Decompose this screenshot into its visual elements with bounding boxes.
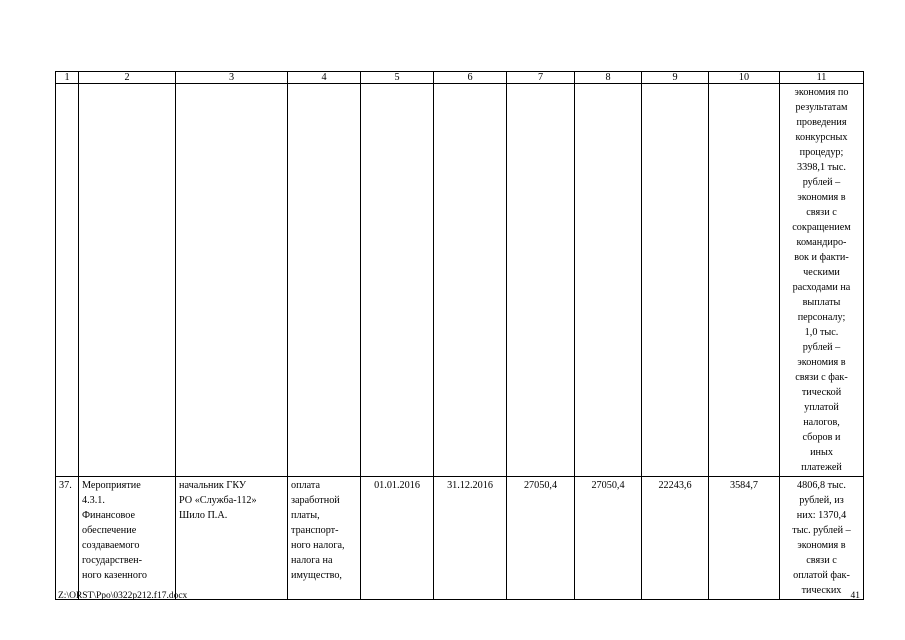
- amount-cell: 27050,4: [575, 477, 642, 600]
- measure-cell: Мероприятие 4.3.1. Финансовое обеспечение создаваемого государствен- ного казенного: [79, 477, 176, 600]
- table-cell: [79, 84, 176, 477]
- row-number-cell: 37.: [56, 477, 79, 600]
- table-cell: [434, 84, 507, 477]
- table-cell: [709, 84, 780, 477]
- page-number: 41: [850, 591, 860, 601]
- column-header: 3: [176, 72, 288, 84]
- table-row: [56, 477, 864, 600]
- end-date-cell: 31.12.2016: [434, 477, 507, 600]
- table-cell: [56, 84, 79, 477]
- amount-cell: 3584,7: [709, 477, 780, 600]
- note-cell: 4806,8 тыс. рублей, из них: 1370,4 тыс. рублей – экономия в связи с оплатой фак- тических: [780, 477, 864, 600]
- column-number-row: [56, 72, 864, 84]
- footer-file-path: Z:\ORST\Ppo\0322p212.f17.docx: [58, 591, 188, 601]
- table-cell: [642, 84, 709, 477]
- column-header: 7: [507, 72, 575, 84]
- column-header: 4: [288, 72, 361, 84]
- column-header: 2: [79, 72, 176, 84]
- table-cell: [176, 84, 288, 477]
- column-header: 10: [709, 72, 780, 84]
- result-cell: оплата заработной платы, транспорт- ного налога, налога на имущество,: [288, 477, 361, 600]
- column-header: 8: [575, 72, 642, 84]
- responsible-cell: начальник ГКУ РО «Служба-112» Шило П.А.: [176, 477, 288, 600]
- column-header: 11: [780, 72, 864, 84]
- amount-cell: 22243,6: [642, 477, 709, 600]
- report-table: [55, 71, 864, 600]
- table-cell: [575, 84, 642, 477]
- table-cell: [507, 84, 575, 477]
- column-header: 6: [434, 72, 507, 84]
- table-cell: [288, 84, 361, 477]
- continuation-note-cell: экономия по результатам проведения конкурсных процедур; 3398,1 тыс. рублей – экономия в связи с сокращением командиро- вок и факти- ческими расходами на выплаты персоналу; 1,0 тыс. рублей – экономия в связи с фак- тической уплатой налогов, сборов и иных платежей: [780, 84, 864, 477]
- amount-cell: 27050,4: [507, 477, 575, 600]
- start-date-cell: 01.01.2016: [361, 477, 434, 600]
- table-cell: [361, 84, 434, 477]
- column-header: 9: [642, 72, 709, 84]
- column-header: 1: [56, 72, 79, 84]
- continuation-row: [56, 84, 864, 477]
- column-header: 5: [361, 72, 434, 84]
